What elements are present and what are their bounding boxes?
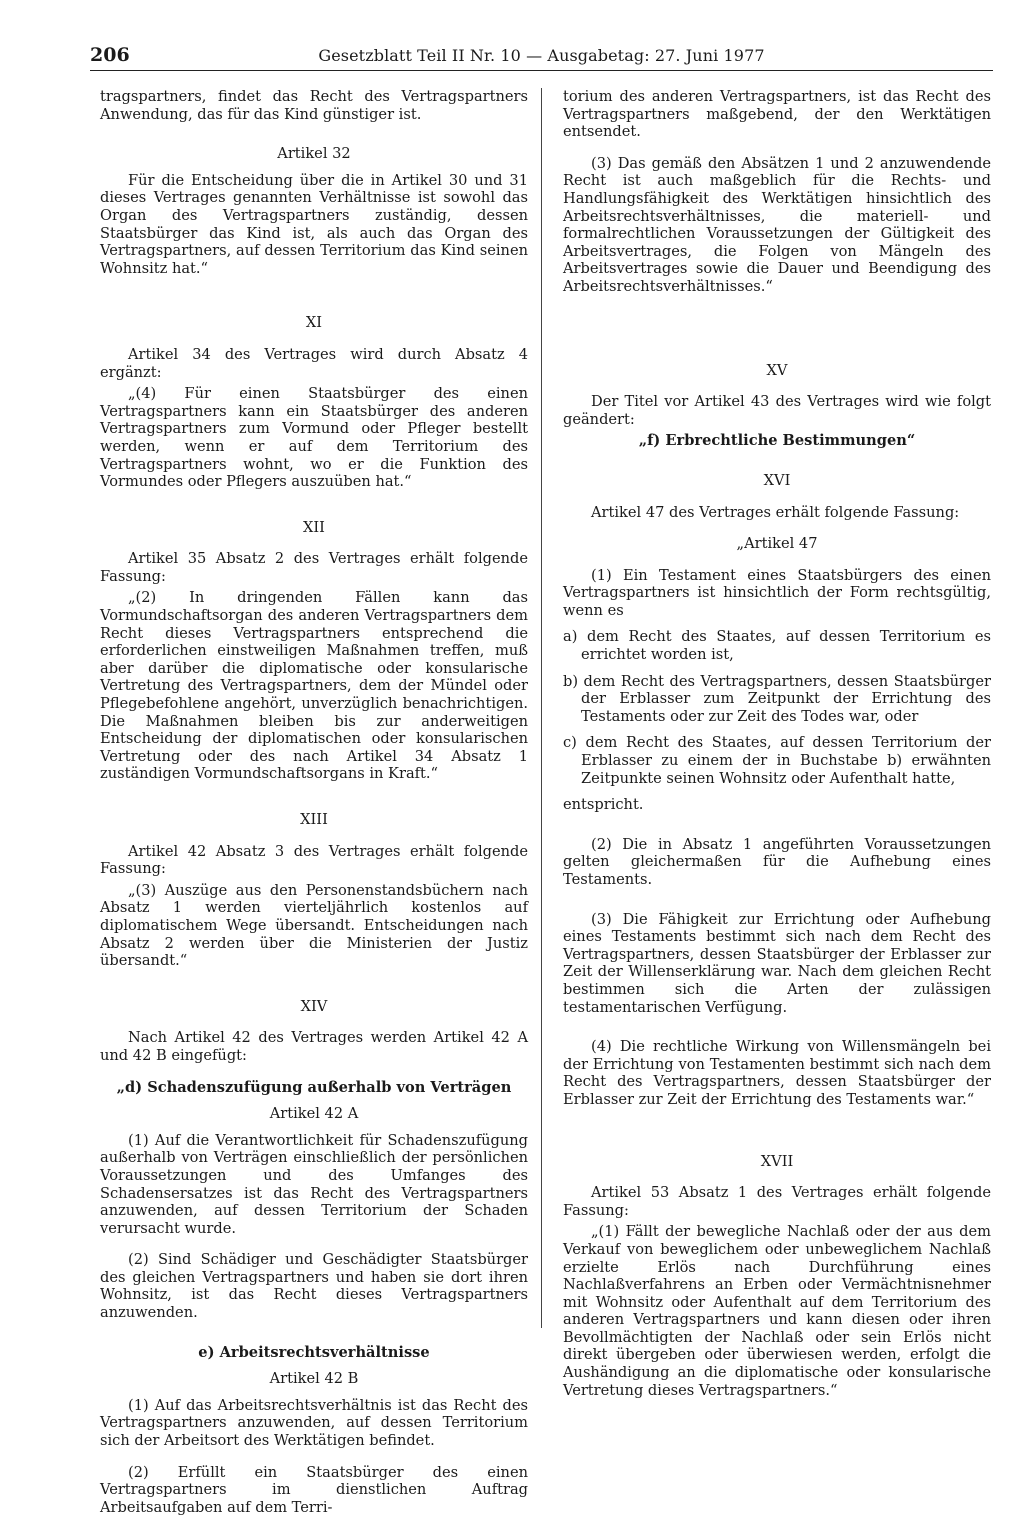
paragraph: entspricht. (563, 796, 644, 814)
left-column (100, 88, 528, 1516)
paragraph: Artikel 53 Absatz 1 des Vertrages erhält folgende Fassung: (563, 1184, 991, 1219)
section-heading: XVII (760, 1152, 794, 1170)
list-item: b) dem Recht des Vertragspartners, dessen Staatsbürger der Erblasser zum Zeitpunkt der Errichtung des Testaments oder zur Zeit des Todes war, oder (563, 672, 991, 725)
paragraph: Artikel 35 Absatz 2 des Vertrages erhält folgende Fassung: (100, 550, 528, 585)
section-heading: XIV (300, 997, 328, 1015)
section-heading: XI (305, 314, 323, 332)
page-number: 206 (90, 44, 130, 66)
article-heading: Artikel 42 B (269, 1370, 359, 1388)
list-item: a) dem Recht des Staates, auf dessen Territorium es errichtet worden ist, (563, 628, 991, 664)
section-heading: XIII (300, 811, 328, 828)
paragraph: tragspartners, findet das Recht des Vertragspartners Anwendung, das für das Kind günstiger ist. (100, 88, 528, 123)
paragraph: (2) Erfüllt ein Staatsbürger des einen Vertragspartners im dienstlichen Auftrag Arbeitsaufgaben auf dem Terri- (100, 1463, 528, 1516)
paragraph: Für die Entscheidung über die in Artikel 30 und 31 dieses Vertrages genannten Verhältnisse ist sowohl das Organ des Vertragspartners zuständig, dessen Staatsbürger das Kind ist, als auch das Organ des Vertragspartners, auf dessen Territorium das Kind seinen Wohnsitz hat.“ (100, 171, 528, 277)
page-header (90, 44, 993, 70)
paragraph: (2) Sind Schädiger und Geschädigter Staatsbürger des gleichen Vertragspartners und haben sie dort ihren Wohnsitz, ist das Recht dieses Vertragspartners anzuwenden. (100, 1251, 528, 1322)
paragraph: (4) Die rechtliche Wirkung von Willensmängeln bei der Errichtung von Testamenten bestimmt sich nach dem Recht des Vertragspartners, dessen Staatsbürger der Erblasser zur Zeit der Errichtung des Testaments war.“ (563, 1038, 991, 1108)
subsection-title: e) Arbeitsrechtsverhältnisse (198, 1343, 430, 1361)
paragraph: „(4) Für einen Staatsbürger des einen Vertragspartners kann ein Staatsbürger des anderen Vertragspartners zum Vormund oder Pfleger bestellt werden, wenn er auf dem Territorium des Vertragspartners wohnt, wo er die Funktion des Vormundes oder Pflegers auszuüben hat.“ (100, 385, 528, 491)
subsection-title: „d) Schadenszufügung außerhalb von Verträgen (116, 1078, 512, 1096)
column-divider (541, 88, 542, 1328)
paragraph: Artikel 47 des Vertrages erhält folgende Fassung: (591, 503, 960, 521)
section-heading: XVI (763, 471, 791, 489)
paragraph: (3) Die Fähigkeit zur Errichtung oder Aufhebung eines Testaments bestimmt sich nach dem Recht des Vertragspartners, dessen Staatsbürger der Erblasser zur Zeit der Willenserklärung war. Nach dem gleichen Recht bestimmen sich die Arten der zulässigen testamentarischen Verfügung. (563, 910, 991, 1016)
article-heading: Artikel 42 A (269, 1105, 359, 1123)
paragraph: „(2) In dringenden Fällen kann das Vormundschaftsorgan des anderen Vertragspartners dem Recht dieses Vertragspartners entsprechend die erforderlichen einstweiligen Maßnahmen treffen, muß aber darüber die diplomatische oder konsularische Vertretung des Vertragspartners, dem der Mündel oder Pflegebefohlene angehört, unverzüglich benachrichtigen. Die Maßnahmen bleiben bis zur anderweitigen Entscheidung der diplomatischen oder konsularischen Vertretung oder des nach Artikel 34 Absatz 1 zuständigen Vormundschaftsorgans in Kraft.“ (100, 589, 528, 783)
paragraph: „(1) Fällt der bewegliche Nachlaß oder der aus dem Verkauf von beweglichem oder unbeweglichem Nachlaß erzielte Erlös nach Durchführung eines Nachlaßverfahrens an Erben oder Vermächtnisnehmer mit Wohnsitz oder Aufenthalt auf dem Territorium des anderen Vertragspartners und kann diesen oder ihren Bevollmächtigten der Nachlaß oder sein Erlös nicht direkt übergeben oder überwiesen werden, erfolgt die Aushändigung an die diplomatische oder konsularische Vertretung dieses Vertragspartners.“ (563, 1223, 991, 1399)
article-heading: „Artikel 47 (736, 535, 818, 553)
paragraph: (1) Auf die Verantwortlichkeit für Schadenszufügung außerhalb von Verträgen einschließlich der persönlichen Voraussetzungen und des Umfanges des Schadensersatzes ist das Recht des Vertragspartners anzuwenden, auf dessen Territorium der Schaden verursacht wurde. (100, 1131, 528, 1237)
article-heading: Artikel 32 (277, 145, 351, 163)
section-heading: XII (303, 518, 325, 536)
running-title: Gesetzblatt Teil II Nr. 10 — Ausgabetag: 27. Juni 1977 (318, 46, 765, 65)
paragraph: Der Titel vor Artikel 43 des Vertrages wird wie folgt geändert: (563, 393, 991, 428)
header-rule (90, 70, 993, 71)
paragraph: (1) Ein Testament eines Staatsbürgers des einen Vertragspartners ist hinsichtlich der Form rechtsgültig, wenn es (563, 566, 991, 619)
paragraph: Artikel 34 des Vertrages wird durch Absatz 4 ergänzt: (100, 345, 528, 381)
right-column (563, 88, 991, 1399)
paragraph: Artikel 42 Absatz 3 des Vertrages erhält folgende Fassung: (100, 842, 528, 878)
paragraph: „(3) Auszüge aus den Personenstandsbüchern nach Absatz 1 werden vierteljährlich kostenlos auf diplomatischem Wege übersandt. Entscheidungen nach Absatz 2 werden über die Ministerien der Justiz übersandt.“ (100, 881, 528, 970)
paragraph: (1) Auf das Arbeitsrechtsverhältnis ist das Recht des Vertragspartners anzuwenden, auf dessen Territorium sich der Arbeitsort des Werktätigen befindet. (100, 1396, 528, 1450)
section-heading: XV (766, 361, 788, 379)
paragraph: (3) Das gemäß den Absätzen 1 und 2 anzuwendende Recht ist auch maßgeblich für die Rechts- und Handlungsfähigkeit des Werktätigen hinsichtlich des Arbeitsrechtsverhältnisses, die materiell- und formalrechtlichen Voraussetzungen der Gültigkeit des Arbeitsvertrages, die Folgen von Mängeln des Arbeitsvertrages sowie die Dauer und Beendigung des Arbeitsrechtsverhältnisses.“ (563, 154, 991, 295)
paragraph: Nach Artikel 42 des Vertrages werden Artikel 42 A und 42 B eingefügt: (100, 1029, 528, 1064)
paragraph: torium des anderen Vertragspartners, ist das Recht des Vertragspartners maßgebend, der den Werktätigen entsendet. (563, 88, 991, 141)
subsection-title: „f) Erbrechtliche Bestimmungen“ (638, 432, 916, 450)
list-item: c) dem Recht des Staates, auf dessen Territorium der Erblasser zu einem der in Buchstabe b) erwähnten Zeitpunkte seinen Wohnsitz oder Aufenthalt hatte, (563, 734, 991, 787)
paragraph: (2) Die in Absatz 1 angeführten Voraussetzungen gelten gleichermaßen für die Aufhebung eines Testaments. (563, 835, 991, 888)
